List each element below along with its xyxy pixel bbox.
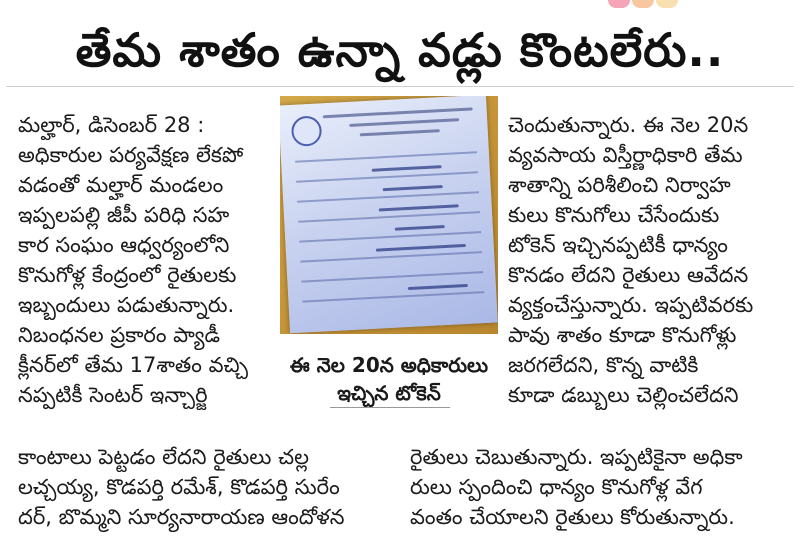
bottom-right-line: రులు స్పందించి ధాన్యం కొనుగోళ్ల వేగ bbox=[410, 475, 703, 499]
right-line: టోకెన్ ఇచ్చినప్పటికీ ధాన్యం bbox=[508, 233, 728, 257]
left-line: మల్హార్, డిసెంబర్ 28 : bbox=[18, 113, 205, 137]
headline: తేమ శాతం ఉన్నా వడ్లు కొంటలేరు.. bbox=[75, 23, 725, 77]
form-row bbox=[297, 191, 479, 203]
bottom-right-line: రైతులు చెబుతున్నారు. ఇప్పటికైనా అధికా bbox=[410, 445, 743, 469]
emblem-seal-icon bbox=[291, 115, 323, 147]
right-line: పావు శాతం కూడా కొనుగోళ్లు bbox=[508, 323, 737, 347]
right-line: కూడా డబ్బులు చెల్లించలేదని bbox=[508, 383, 739, 407]
handwritten-entry bbox=[372, 165, 442, 172]
bottom-left-line: దర్, బొమ్మని సూర్యనారాయణ ఆందోళన bbox=[18, 505, 345, 529]
handwritten-entry bbox=[395, 225, 445, 231]
right-line: జరగలేదని, కొన్న వాటికి bbox=[508, 353, 699, 377]
form-row bbox=[295, 151, 477, 163]
left-line: ఇబ్బందులు పడుతున్నారు. bbox=[18, 293, 235, 317]
bottom-left-line: కాంటాలు పెట్టడం లేదని రైతులు చల్ల bbox=[18, 445, 309, 469]
photo-caption: ఈ నెల 20న అధికారులు bbox=[289, 353, 489, 377]
right-line: వ్యవసాయ విస్తీర్ణాధికారి తేమ bbox=[508, 143, 743, 167]
sheet-header-line bbox=[323, 107, 473, 118]
handwritten-entry bbox=[383, 185, 443, 191]
right-line: కొనడం లేదని రైతులు ఆవేదన bbox=[508, 263, 749, 287]
handwritten-entry bbox=[379, 204, 459, 211]
bottom-right-line: వంతం చేయాలని రైతులు కోరుతున్నారు. bbox=[410, 505, 735, 529]
photo-caption: ఇచ్చిన టోకెన్ bbox=[337, 381, 441, 405]
right-line: వ్యక్తంచేస్తున్నారు. ఇప్పటివరకు bbox=[508, 293, 754, 317]
sheet-header-line bbox=[360, 129, 440, 136]
ornament-dot bbox=[632, 0, 654, 8]
token-sheet bbox=[280, 96, 498, 333]
handwritten-entry bbox=[408, 284, 468, 290]
ornament-dot bbox=[608, 0, 630, 8]
form-row bbox=[300, 251, 482, 263]
bottom-left-line: లచ్చయ్య, కొడపర్తి రమేశ్, కొడపర్తి సురేం bbox=[18, 475, 340, 499]
left-line: కార సంఘం ఆధ్వర్యంలోని bbox=[18, 233, 230, 257]
form-row bbox=[296, 171, 478, 183]
headline-divider bbox=[6, 86, 794, 87]
form-row bbox=[299, 231, 481, 243]
form-row bbox=[302, 291, 484, 303]
top-ornament bbox=[0, 0, 800, 8]
right-line: శాతాన్ని పరిశీలించి నిర్వాహ bbox=[508, 173, 731, 197]
left-line: క్లీనర్‌లో తేమ 17శాతం వచ్చి bbox=[18, 353, 249, 377]
form-row bbox=[298, 211, 480, 223]
left-line: ఇప్పలపల్లి జీపీ పరిధి సహ bbox=[18, 203, 230, 227]
caption-underline bbox=[330, 407, 450, 408]
form-row bbox=[301, 271, 483, 283]
left-line: కొనుగోళ్ల కేంద్రంలో రైతులకు bbox=[18, 263, 237, 287]
right-line: చెందుతున్నారు. ఈ నెల 20న bbox=[508, 113, 749, 137]
ornament-dot bbox=[656, 0, 678, 8]
right-line: కులు కొనుగోలు చేసేందుకు bbox=[508, 203, 720, 227]
left-line: వడంతో మల్హార్ మండలం bbox=[18, 173, 224, 197]
left-line: నిబంధనల ప్రకారం ప్యాడీ bbox=[18, 323, 220, 347]
handwritten-entry bbox=[376, 244, 466, 252]
left-line: నప్పటికీ సెంటర్ ఇన్చార్జి bbox=[18, 383, 208, 407]
sheet-header-line bbox=[349, 118, 459, 127]
left-line: అధికారుల పర్యవేక్షణ లేకపో bbox=[18, 143, 244, 167]
token-photo bbox=[280, 96, 498, 334]
